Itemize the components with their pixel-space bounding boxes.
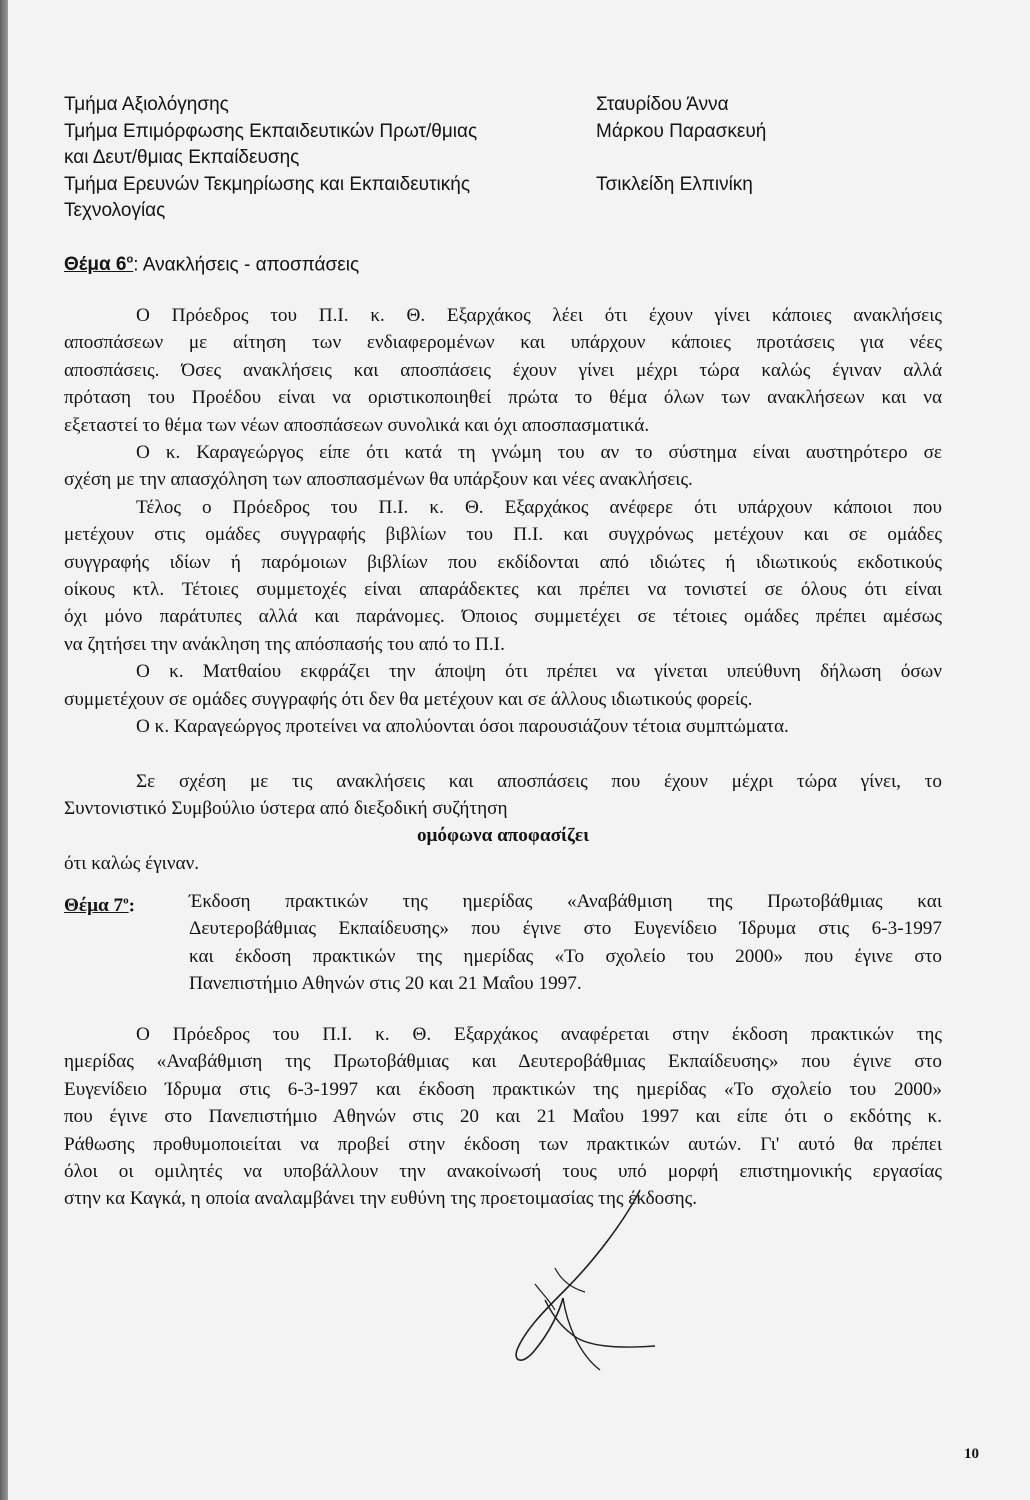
text-line: Ο κ. Καραγεώργος προτείνει να απολύονται όσοι παρουσιάζουν τέτοια συμπτώματα. [136, 716, 789, 738]
text-line: Ο Πρόεδρος του Π.Ι. κ. Θ. Εξαρχάκος λέει ότι έχουν γίνει κάποιες ανακλήσεις [136, 305, 942, 326]
text-line: ημερίδας «Αναβάθμιση της Πρωτοβάθμιας και Δευτεροβάθμιας Εκπαίδευσης» που έγινε στο [64, 1051, 942, 1073]
decision-line: Συντονιστικό Συμβούλιο ύστερα από διεξοδική συζήτηση [64, 797, 508, 819]
text-line: Ο κ. Καραγεώργος είπε ότι κατά τη γνώμη του αν το σύστημα είναι αυστηρότερο σε [136, 442, 942, 464]
department-line: Τμήμα Αξιολόγησης [64, 94, 229, 115]
section-6-body [64, 302, 942, 877]
text-line: στην κα Καγκά, η οποία αναλαμβάνει την ευθύνη της προετοιμασίας της έκδοσης. [64, 1188, 698, 1210]
text-line: που έγινε στο Πανεπιστήμιο Αθηνών στις 20 και 21 Μαΐου 1997 και είπε ότι ο εκδότης κ. [64, 1106, 942, 1128]
page-edge-shadow [0, 0, 8, 1500]
handwritten-signature [505, 1180, 695, 1380]
text-line: πρόταση του Προέδου είναι να οριστικοποιηθεί πρώτα το θέμα όλων των ανακλήσεων και να [64, 387, 942, 409]
text-line: συγγραφής ιδίων ή παρόμοιων βιβλίων που εκδίδονται από ιδιώτες ή ιδιωτικούς εκδοτικούς [64, 551, 942, 573]
text-line: Έκδοση πρακτικών της ημερίδας «Αναβάθμιση της Πρωτοβάθμιας και [189, 891, 942, 912]
staff-name: Σταυρίδου Άννα [596, 94, 729, 115]
text-line: Πανεπιστήμιο Αθηνών στις 20 και 21 Μαΐου 1997. [189, 973, 582, 995]
text-line: αποσπάσεις. Όσες ανακλήσεις και αποσπάσεις έχουν γίνει μέχρι τώρα καλώς έγιναν αλλά [64, 359, 942, 381]
unanimous-decision: ομόφωνα αποφασίζει [416, 825, 590, 847]
topic-6-heading: Θέμα $6^o$: Ανακλήσεις - αποσπάσεις [64, 254, 360, 276]
decision-line: Σε σχέση με τις ανακλήσεις και αποσπάσεις που έχουν μέχρι τώρα γίνει, το [136, 770, 942, 792]
department-line: και Δευτ/θμιας Εκπαίδευσης [64, 147, 300, 168]
departments-list [64, 92, 477, 225]
text-line: μετέχουν στις ομάδες συγγραφής βιβλίων του Π.Ι. και συγχρόνως μετέχουν και σε ομάδες [64, 524, 942, 546]
text-line: Ο Πρόεδρος του Π.Ι. κ. Θ. Εξαρχάκος αναφέρεται στην έκδοση πρακτικών της [136, 1024, 942, 1045]
text-line: να ζητήσει την ανάκληση της απόσπασής του από το Π.Ι. [64, 633, 505, 655]
department-line: Τμήμα Επιμόρφωσης Εκπαιδευτικών Πρωτ/θμιας [64, 120, 478, 142]
text-line: Ο κ. Ματθαίου εκφράζει την άποψη ότι πρέπει να γίνεται υπεύθυνη δήλωση όσων [136, 661, 942, 683]
page-number: 10 [964, 1446, 979, 1462]
text-line: Τέλος ο Πρόεδρος του Π.Ι. κ. Θ. Εξαρχάκος ανέφερε ότι υπάρχουν κάποιοι που [136, 496, 942, 518]
department-line: Τμήμα Ερευνών Τεκμηρίωσης και Εκπαιδευτικής [64, 173, 471, 195]
topic-7-label: Θέμα $7^o$: [64, 895, 135, 917]
topic-6-label: Θέμα $6^o$ [64, 254, 134, 276]
text-line: όλοι οι ομιλητές να υποβάλλουν την ανακοίνωσή τους υπό μορφή επιστημονικής εργασίας [64, 1161, 942, 1183]
text-line: Δευτεροβάθμιας Εκπαίδευσης» που έγινε στο Ευγενίδειο Ίδρυμα στις 6-3-1997 [189, 918, 942, 940]
decision-outcome: ότι καλώς έγιναν. [64, 852, 200, 874]
staff-names-list [596, 92, 766, 198]
text-line: και έκδοση πρακτικών της ημερίδας «Το σχολείο του 2000» που έγινε στο [189, 945, 942, 967]
text-line: σχέση με την απασχόληση των αποσπασμένων θα υπάρξουν και νέες ανακλήσεις. [64, 469, 693, 491]
section-7-body [64, 1021, 942, 1213]
text-line: οίκους κτλ. Τέτοιες συμμετοχές είναι απαράδεκτες και πρέπει να τονιστεί σε όλους ότι είναι [64, 579, 942, 601]
topic-6-title: Ανακλήσεις - αποσπάσεις [138, 254, 360, 276]
text-line: συμμετέχουν σε ομάδες συγγραφής ότι δεν θα μετέχουν και σε άλλους ιδιωτικούς φορείς. [64, 688, 753, 710]
staff-name: Τσικλείδη Ελπινίκη [596, 173, 753, 195]
text-line: Ευγενίδειο Ίδρυμα στις 6-3-1997 και έκδοση πρακτικών της ημερίδας «Το σχολείο του 2000» [64, 1078, 942, 1100]
text-line: αποσπάσεων με αίτηση των ενδιαφερομένων και υπάρχουν κάποιες προτάσεις για νέες [64, 332, 942, 354]
text-line: Ράθωσης προθυμοποιείται να προβεί στην έκδοση των πρακτικών αυτών. Γι' αυτό θα πρέπει [64, 1133, 942, 1155]
staff-name: Μάρκου Παρασκευή [596, 120, 767, 142]
text-line: όχι μόνο παράτυπες αλλά και παράνομες. Όποιος συμμετέχει σε τέτοιες ομάδες πρέπει αμέσως [64, 606, 942, 628]
topic-7-title [189, 888, 942, 998]
department-line: Τεχνολογίας [64, 200, 166, 221]
text-line: εξεταστεί το θέμα των νέων αποσπάσεων συνολικά και όχι αποσπασματικά. [64, 414, 650, 436]
